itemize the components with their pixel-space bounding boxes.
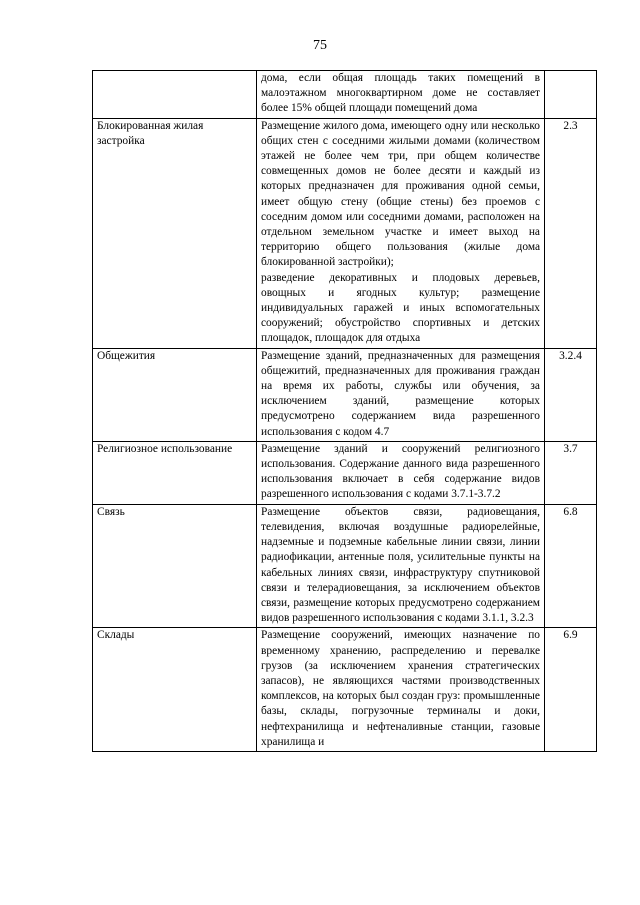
use-description-cell bbox=[257, 628, 545, 752]
use-name-cell: Блокированная жилая застройка bbox=[93, 118, 257, 348]
description-paragraph: разведение декоративных и плодовых деревьев, овощных и ягодных культур; размещение индивидуальных гаражей и иных вспомогательных сооружений; обустройство спортивных и детских площадок, площадок для отдыха bbox=[261, 271, 540, 345]
use-code-cell: 3.7 bbox=[545, 441, 597, 504]
land-use-table bbox=[92, 70, 597, 752]
use-code-cell: 6.9 bbox=[545, 628, 597, 752]
use-description-cell bbox=[257, 348, 545, 441]
use-name-cell: Связь bbox=[93, 504, 257, 628]
use-name-cell: Склады bbox=[93, 628, 257, 752]
use-name-cell bbox=[93, 71, 257, 119]
use-name-cell: Религиозное использование bbox=[93, 441, 257, 504]
use-description-cell bbox=[257, 118, 545, 348]
description-paragraph: Размещение жилого дома, имеющего одну или несколько общих стен с соседними жилыми домами (количеством этажей не более чем три, при общем количестве совмещенных домов не более десяти и каждый из которых предназначен для проживания одной семьи, имеет общую стену (общие стены) без проемов с соседним домом или соседними домами, расположен на отдельном земельном участке и имеет выход на территорию общего пользования (жилые дома блокированной застройки); bbox=[261, 119, 540, 269]
use-name-cell: Общежития bbox=[93, 348, 257, 441]
table-row bbox=[93, 348, 597, 441]
table-row bbox=[93, 71, 597, 119]
table-row bbox=[93, 441, 597, 504]
description-paragraph: Размещение сооружений, имеющих назначение по временному хранению, распределению и перевалке грузов (за исключением хранения стратегических запасов), не являющихся частями производственных комплексов, на которых был создан груз: промышленные базы, склады, погрузочные терминалы и доки, нефтехранилища и нефтеналивные станции, газовые хранилища и bbox=[261, 629, 540, 748]
description-paragraph: дома, если общая площадь таких помещений в малоэтажном многоквартирном доме не составляет более 15% общей площади помещений дома bbox=[261, 72, 540, 115]
description-paragraph: Размещение объектов связи, радиовещания, телевидения, включая воздушные радиорелейные, надземные и подземные кабельные линии связи, линии радиофикации, антенные поля, усилительные пункты на кабельных линиях связи, инфраструктуру спутниковой связи и телерадиовещания, за исключением объектов связи, размещение которых предусмотрено содержанием видов разрешенного использования с кодами 3.1.1, 3.2.3 bbox=[261, 505, 540, 625]
table-row bbox=[93, 628, 597, 752]
table-row bbox=[93, 504, 597, 628]
use-code-cell: 2.3 bbox=[545, 118, 597, 348]
description-paragraph: Размещение зданий и сооружений религиозного использования. Содержание данного вида разрешенного использования включает в себя содержание видов разрешенного использования с кодами 3.7.1-3.7.2 bbox=[261, 442, 540, 501]
table-row bbox=[93, 118, 597, 348]
use-code-cell: 3.2.4 bbox=[545, 348, 597, 441]
use-description-cell bbox=[257, 441, 545, 504]
description-paragraph: Размещение зданий, предназначенных для размещения общежитий, предназначенных для проживания граждан на время их работы, службы или обучения, за исключением зданий, размещение которых предусмотрено содержанием вида разрешенного использования с кодом 4.7 bbox=[261, 349, 540, 438]
use-code-cell bbox=[545, 71, 597, 119]
use-description-cell bbox=[257, 504, 545, 628]
use-description-cell bbox=[257, 71, 545, 119]
use-code-cell: 6.8 bbox=[545, 504, 597, 628]
page-number: 75 bbox=[313, 38, 327, 53]
